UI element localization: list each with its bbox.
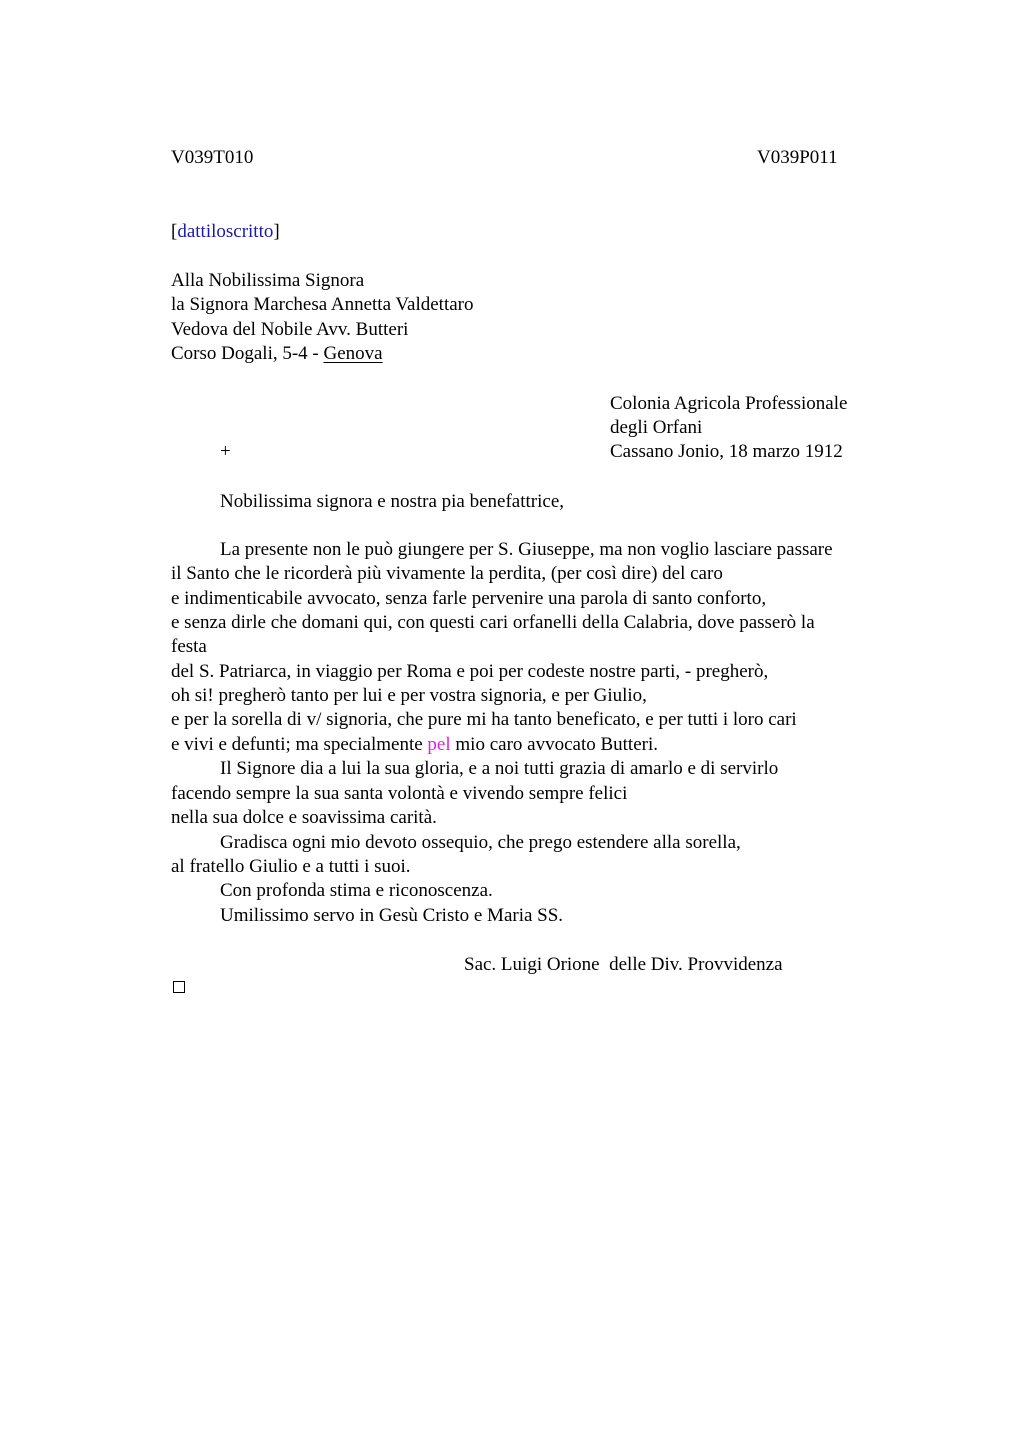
salutation: Nobilissima signora e nostra pia benefattrice, bbox=[220, 491, 565, 512]
signature: Sac. Luigi Orione delle Div. Provvidenza bbox=[464, 954, 783, 975]
body-line-1: La presente non le può giungere per S. Giuseppe, ma non voglio lasciare passare bbox=[220, 539, 833, 560]
body-line-9-start: e vivi e defunti; ma specialmente bbox=[171, 734, 428, 755]
address-line-3: Vedova del Nobile Avv. Butteri bbox=[171, 319, 409, 340]
empty-box-icon bbox=[173, 981, 185, 993]
highlighted-word: pel bbox=[427, 734, 451, 755]
body-line-13: Gradisca ogni mio devoto ossequio, che prego estendere alla sorella, bbox=[220, 832, 741, 853]
body-line-10: Il Signore dia a lui la sua gloria, e a noi tutti grazia di amarlo e di servirlo bbox=[220, 758, 779, 779]
body-line-2: il Santo che le ricorderà più vivamente la perdita, (per così dire) del caro bbox=[171, 563, 723, 584]
header-left-code: V039T010 bbox=[171, 147, 254, 168]
address-street: Corso Dogali, 5-4 - bbox=[171, 343, 324, 364]
address-line-4 bbox=[171, 342, 383, 366]
address-city: Genova bbox=[323, 343, 383, 364]
body-line-9 bbox=[171, 733, 658, 757]
body-line-8: e per la sorella di v/ signoria, che pure mi ha tanto beneficato, e per tutti i loro cari bbox=[171, 709, 797, 730]
body-line-9-end: mio caro avvocato Butteri. bbox=[450, 734, 658, 755]
body-line-4: e senza dirle che domani qui, con questi cari orfanelli della Calabria, dove passerò la bbox=[171, 612, 815, 633]
cross-mark: + bbox=[220, 441, 231, 462]
body-line-14: al fratello Giulio e a tutti i suoi. bbox=[171, 856, 411, 877]
body-line-6: del S. Patriarca, in viaggio per Roma e poi per codeste nostre parti, - pregherò, bbox=[171, 661, 769, 682]
place-line-2: degli Orfani bbox=[610, 417, 703, 438]
body-line-12: nella sua dolce e soavissima carità. bbox=[171, 807, 437, 828]
body-line-5: festa bbox=[171, 636, 207, 657]
place-line-1: Colonia Agricola Professionale bbox=[610, 393, 848, 414]
note-word: dattiloscritto bbox=[177, 221, 274, 242]
editorial-note bbox=[171, 220, 280, 244]
address-line-1: Alla Nobilissima Signora bbox=[171, 270, 365, 291]
body-line-16: Umilissimo servo in Gesù Cristo e Maria SS. bbox=[220, 905, 564, 926]
header-right-code: V039P011 bbox=[757, 147, 838, 168]
body-line-3: e indimenticabile avvocato, senza farle pervenire una parola di santo conforto, bbox=[171, 588, 767, 609]
body-line-15: Con profonda stima e riconoscenza. bbox=[220, 880, 493, 901]
body-line-7: oh si! pregherò tanto per lui e per vostra signoria, e per Giulio, bbox=[171, 685, 647, 706]
note-bracket-open: [ bbox=[171, 221, 178, 242]
body-line-11: facendo sempre la sua santa volontà e vivendo sempre felici bbox=[171, 783, 628, 804]
address-line-2: la Signora Marchesa Annetta Valdettaro bbox=[171, 294, 474, 315]
place-date-line: Cassano Jonio, 18 marzo 1912 bbox=[610, 441, 843, 462]
note-bracket-close: ] bbox=[273, 221, 280, 242]
